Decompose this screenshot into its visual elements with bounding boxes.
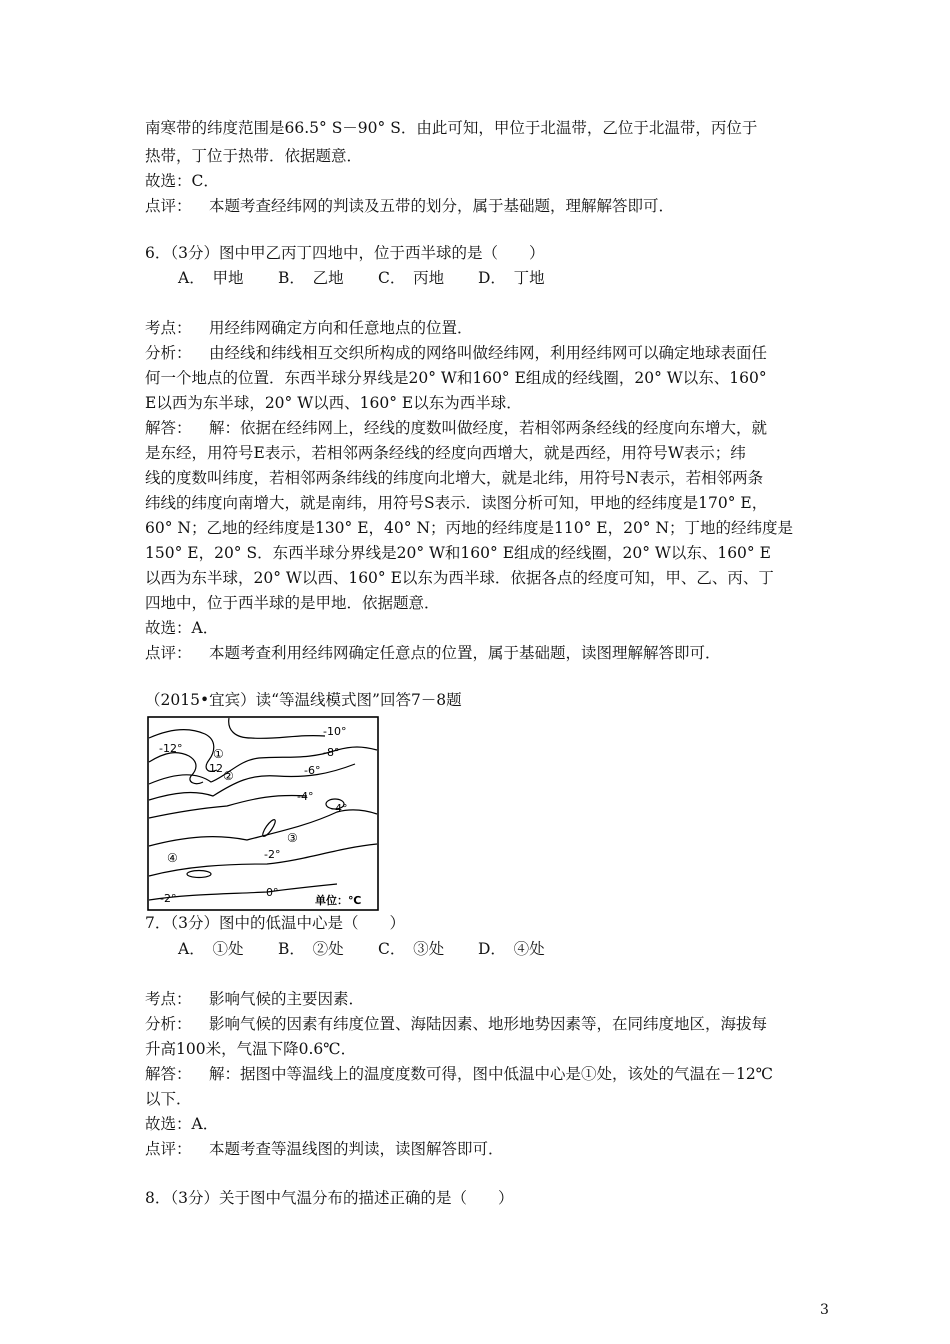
isotherm-label: -12° (159, 742, 183, 755)
q7-comment (145, 1139, 504, 1159)
q6-stem: 6．（3分）图中甲乙丙丁四地中，位于西半球的是（ ） (145, 244, 545, 262)
kaodian-label: 考点： (145, 990, 192, 1008)
text-line: 以下． (145, 1090, 192, 1108)
q7-option-c: C． ③处 (378, 940, 445, 958)
isotherm-label: -8° (323, 746, 340, 759)
marker-4: ④ (167, 851, 178, 865)
comment-text: 本题考查经纬网的判读及五带的划分，属于基础题，理解解答即可． (209, 197, 675, 215)
comment-line (145, 196, 674, 216)
q6-comment (145, 643, 721, 663)
isotherm-label: 12 (209, 762, 223, 775)
comment-text: 本题考查利用经纬网确定任意点的位置，属于基础题，读图理解解答即可． (209, 644, 721, 662)
isotherm-map (147, 716, 379, 911)
q6-options (178, 268, 545, 288)
text-line: 纬线的纬度向南增大，就是南纬，用符号S表示．读图分析可知，甲地的经纬度是170° E， (145, 494, 768, 512)
q6-option-d: D． 丁地 (478, 269, 545, 287)
q7-option-d: D． ④处 (478, 940, 545, 958)
answer-line: 故选：C． (145, 172, 219, 190)
q7-option-a: A． ①处 (178, 940, 244, 958)
q8-stem: 8．（3分）关于图中气温分布的描述正确的是（ ） (145, 1189, 514, 1207)
kaodian-text: 影响气候的主要因素． (209, 990, 365, 1008)
q7-kaodian (145, 989, 364, 1009)
q6-option-c: C． 丙地 (378, 269, 445, 287)
kaodian-label: 考点： (145, 319, 192, 337)
jieda-label: 解答： (145, 419, 192, 437)
intro-7-8: （2015•宜宾）读“等温线模式图”回答7－8题 (145, 691, 462, 709)
text-line: 150° E，20° S．东西半球分界线是20° W和160° E组成的经线圈，20° W以东、160° E (145, 544, 771, 562)
fenxi-text: 影响气候的因素有纬度位置、海陆因素、地形地势因素等，在同纬度地区，海拔每 (209, 1015, 768, 1033)
isotherm-label: -4° (297, 790, 314, 803)
text-line: 热带，丁位于热带．依据题意． (145, 147, 363, 165)
text-line: 升高100米，气温下降0.6℃． (145, 1040, 357, 1058)
jieda-label: 解答： (145, 1065, 192, 1083)
marker-2: ② (223, 769, 234, 783)
isotherm-label: 0° (266, 886, 279, 899)
q7-stem: 7．（3分）图中的低温中心是（ ） (145, 914, 405, 932)
jieda-text: 解：依据在经纬网上，经线的度数叫做经度，若相邻两条经线的经度向东增大，就 (209, 419, 768, 437)
isotherm-label: -10° (323, 725, 347, 738)
fenxi-label: 分析： (145, 344, 192, 362)
isotherm-label: -2° (264, 848, 281, 861)
comment-text: 本题考查等温线图的判读，读图解答即可． (209, 1140, 504, 1158)
comment-label: 点评： (145, 197, 192, 215)
q6-kaodian (145, 318, 473, 338)
text-line: E以西为东半球，20° W以西、160° E以东为西半球． (145, 394, 522, 412)
fenxi-text: 由经线和纬线相互交织所构成的网络叫做经纬网，利用经纬网可以确定地球表面任 (209, 344, 768, 362)
jieda-text: 解：据图中等温线上的温度度数可得，图中低温中心是①处，该处的气温在－12℃ (209, 1065, 774, 1083)
text-line: 60° N；乙地的经纬度是130° E，40° N；丙地的经纬度是110° E，20° N；丁地的经纬度是 (145, 519, 794, 537)
unit-label: 单位：℃ (315, 894, 362, 907)
q6-option-b: B． 乙地 (278, 269, 344, 287)
q6-jieda (145, 418, 767, 438)
text-line: 是东经，用符号E表示，若相邻两条经线的经度向西增大，就是西经，用符号W表示；纬 (145, 444, 746, 462)
q7-options (178, 939, 545, 959)
comment-label: 点评： (145, 1140, 192, 1158)
isotherm-label: -6° (304, 764, 321, 777)
text-line: 南寒带的纬度范围是66.5° S－90° S．由此可知，甲位于北温带，乙位于北温带，丙位于 (145, 119, 758, 137)
marker-1: ① (213, 747, 224, 761)
q6-answer: 故选：A． (145, 619, 219, 637)
q7-jieda (145, 1064, 773, 1084)
fenxi-label: 分析： (145, 1015, 192, 1033)
comment-label: 点评： (145, 644, 192, 662)
page-number: 3 (820, 1302, 829, 1318)
marker-3: ③ (287, 831, 298, 845)
text-line: 线的度数叫纬度，若相邻两条纬线的纬度向北增大，就是北纬，用符号N表示，若相邻两条 (145, 469, 764, 487)
isotherm-label: -2° (160, 892, 177, 905)
text-line: 何一个地点的位置．东西半球分界线是20° W和160° E组成的经线圈，20° W以东、160° (145, 369, 767, 387)
q6-fenxi (145, 343, 767, 363)
text-line: 以西为东半球，20° W以西、160° E以东为西半球．依据各点的经度可知，甲、乙、丙、丁 (145, 569, 774, 587)
isotherm-label: -4° (331, 802, 348, 815)
q7-fenxi (145, 1014, 767, 1034)
q7-answer: 故选：A． (145, 1115, 219, 1133)
q6-option-a: A． 甲地 (178, 269, 244, 287)
kaodian-text: 用经纬网确定方向和任意地点的位置． (209, 319, 473, 337)
q7-option-b: B． ②处 (278, 940, 344, 958)
text-line: 四地中，位于西半球的是甲地．依据题意． (145, 594, 440, 612)
